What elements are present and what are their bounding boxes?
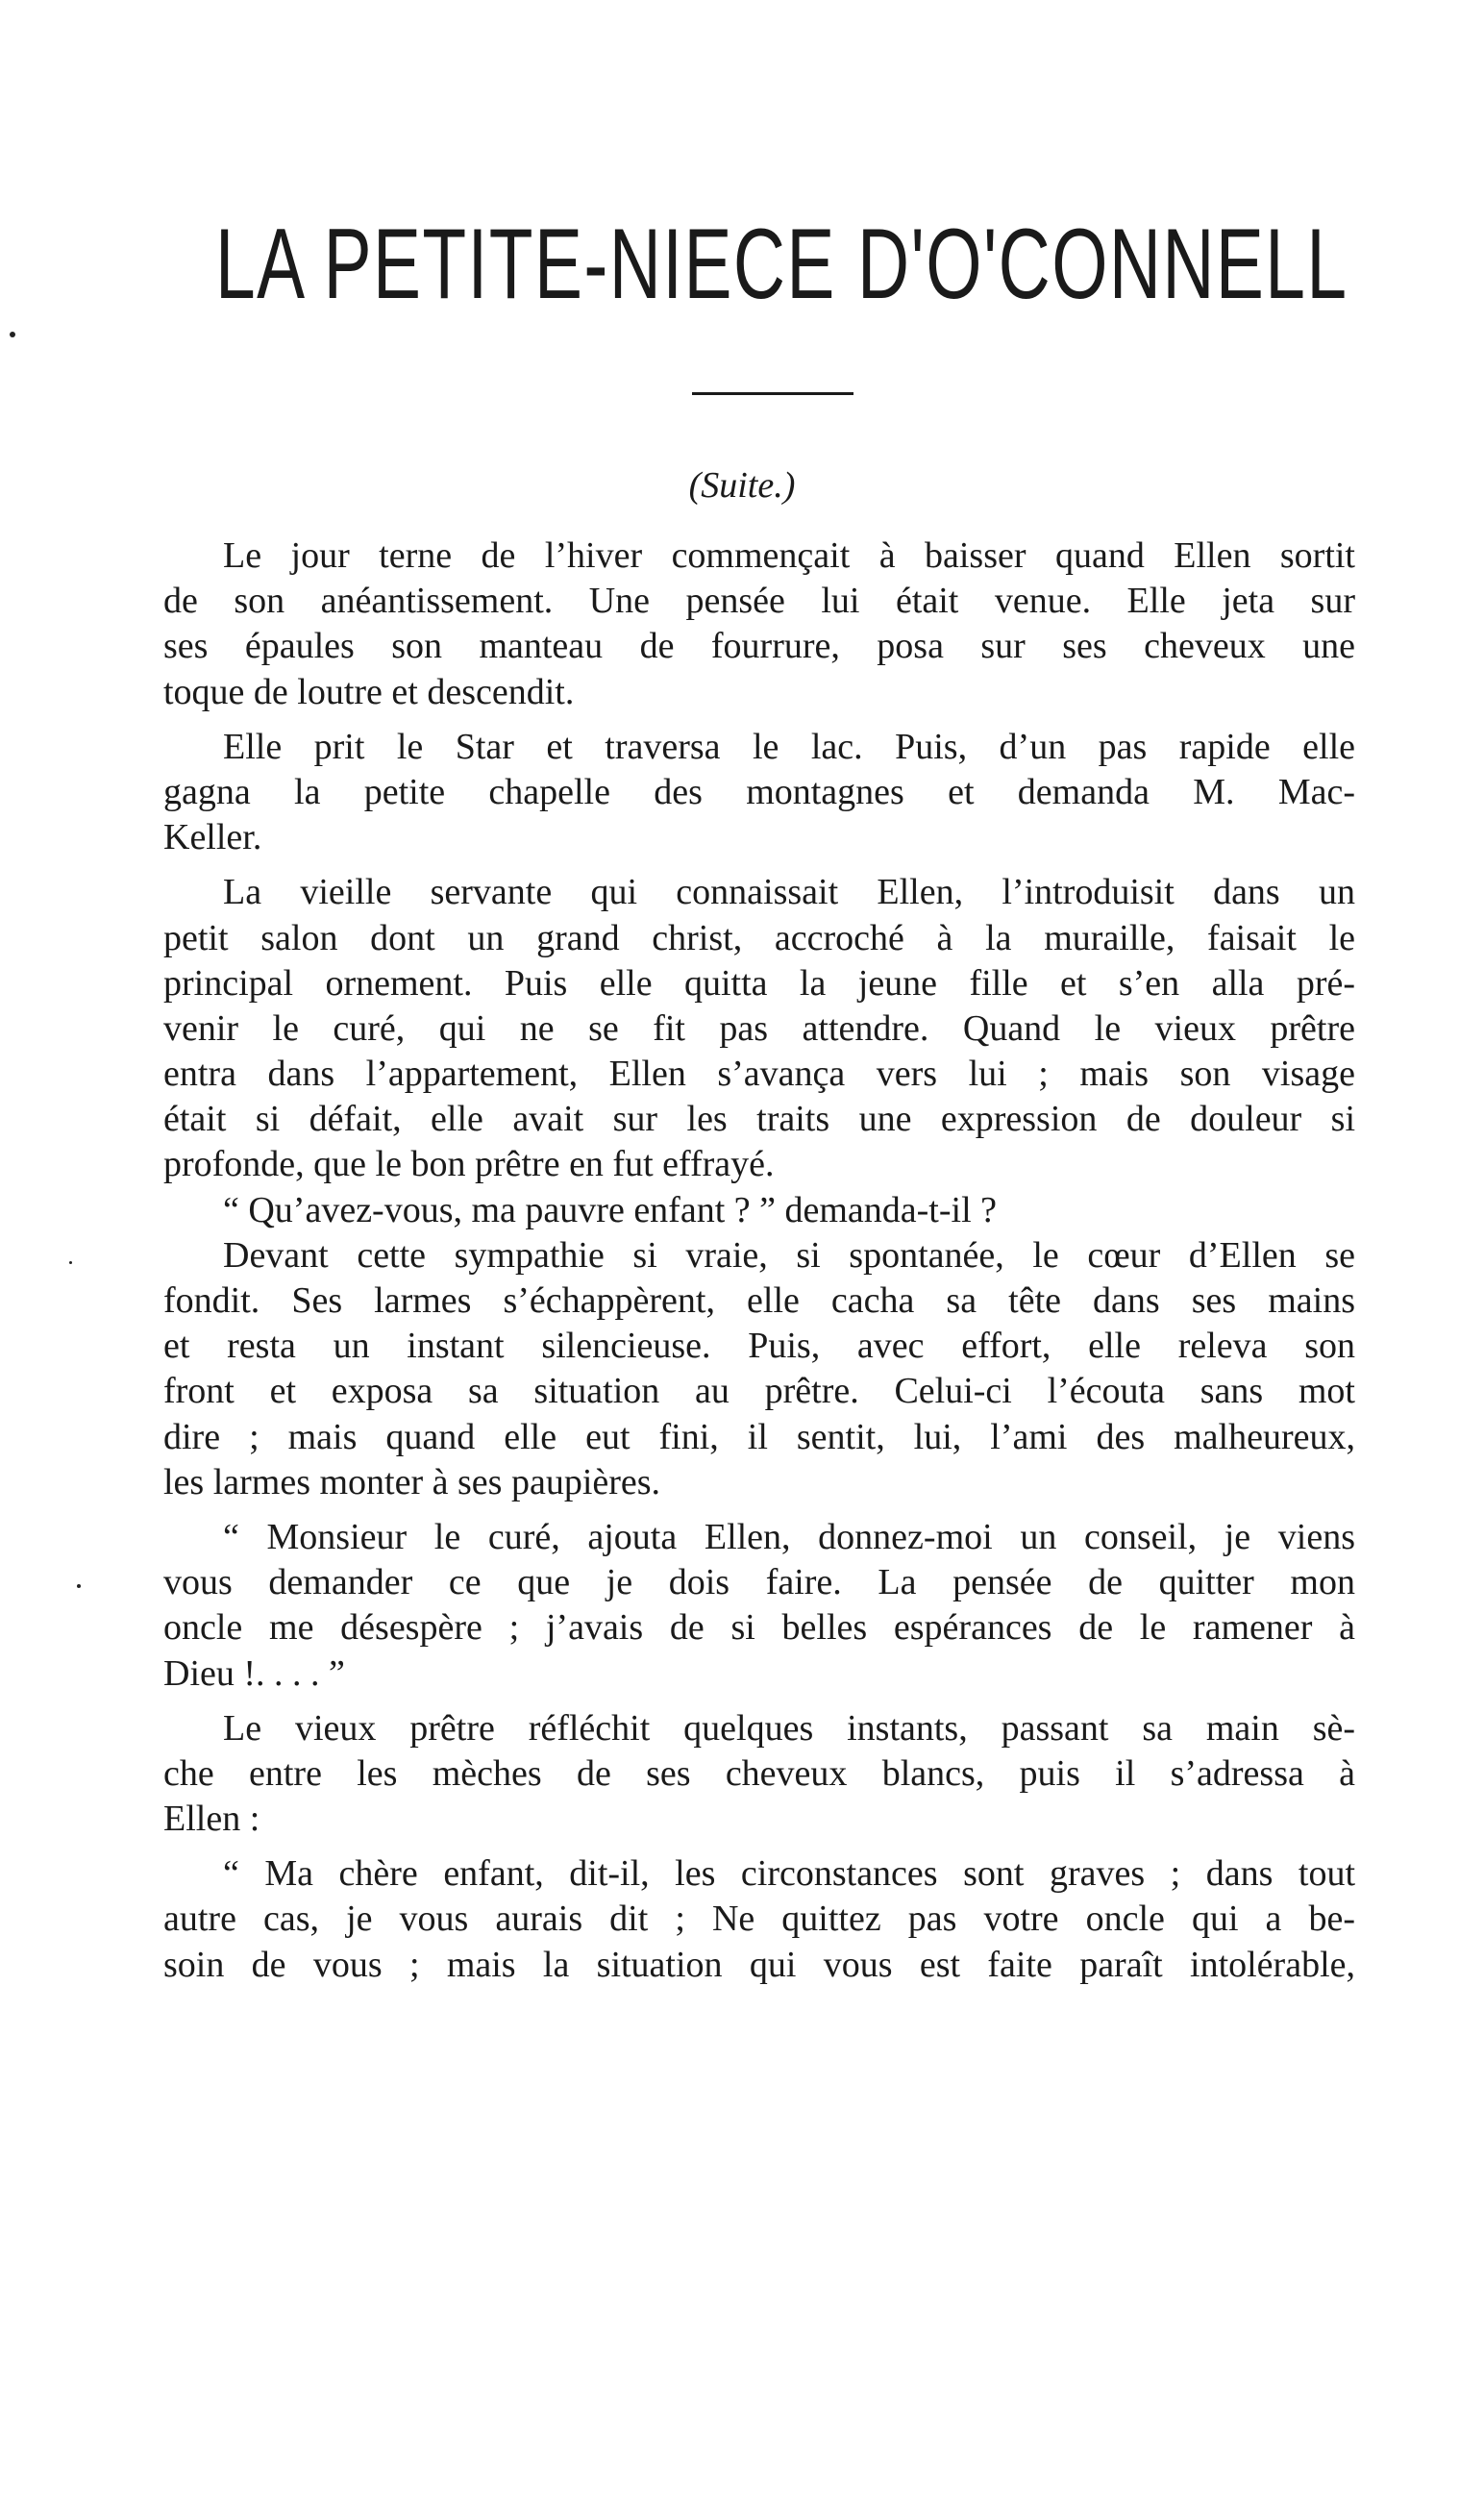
body-text [163,534,1355,1988]
text-line: profonde, que le bon prêtre en fut effrayé. [163,1144,775,1185]
paragraph [163,725,1355,861]
text-line: soin de vous ; mais la situation qui vous est faite paraît intolérable, [163,1944,1355,1985]
text-line: fondit. Ses larmes s’échappèrent, elle cacha sa tête dans ses mains [163,1280,1355,1321]
paragraph [163,870,1355,1187]
text-line: venir le curé, qui ne se fit pas attendre. Quand le vieux prêtre [163,1007,1355,1049]
text-line: était si défait, elle avait sur les traits une expression de douleur si [163,1099,1355,1140]
text-line: La vieille servante qui connaissait Ellen, l’introduisit dans un [223,872,1355,913]
text-line: de son anéantissement. Une pensée lui était venue. Elle jeta sur [163,581,1355,622]
text-line: gagna la petite chapelle des montagnes et demanda M. Mac- [163,771,1355,812]
text-line: vous demander ce que je dois faire. La pensée de quitter mon [163,1562,1355,1603]
paragraph [163,1188,1355,1233]
text-line: Elle prit le Star et traversa le lac. Puis, d’un pas rapide elle [223,726,1355,767]
paragraph [163,1851,1355,1988]
margin-speck [10,332,15,337]
text-line: “ Monsieur le curé, ajouta Ellen, donnez-moi un conseil, je viens [223,1516,1355,1557]
paragraph [163,1515,1355,1697]
margin-speck [77,1584,81,1588]
text-line: Le vieux prêtre réfléchit quelques instants, passant sa main sè- [223,1707,1355,1749]
title-divider [692,392,853,395]
text-line: ses épaules son manteau de fourrure, posa sur ses cheveux une [163,626,1355,667]
text-line: autre cas, je vous aurais dit ; Ne quittez pas votre oncle qui a be- [163,1899,1355,1940]
paragraph [163,534,1355,715]
text-line: Ellen : [163,1799,260,1840]
text-line: principal ornement. Puis elle quitta la jeune fille et s’en alla pré- [163,962,1355,1004]
subtitle: (Suite.) [688,465,796,506]
text-line: “ Ma chère enfant, dit-il, les circonstances sont graves ; dans tout [223,1853,1355,1895]
text-line: che entre les mèches de ses cheveux blancs, puis il s’adressa à [163,1752,1355,1794]
text-line: Keller. [163,817,262,858]
paragraph [163,1706,1355,1843]
text-line: Dieu !. . . . ” [163,1652,345,1694]
margin-speck [69,1261,72,1264]
text-line: les larmes monter à ses paupières. [163,1461,661,1502]
text-line: toque de loutre et descendit. [163,671,575,712]
text-line: entra dans l’appartement, Ellen s’avança vers lui ; mais son visage [163,1054,1355,1095]
text-line: “ Qu’avez-vous, ma pauvre enfant ? ” demanda-t-il ? [223,1189,997,1230]
text-line: oncle me désespère ; j’avais de si belles espérances de le ramener à [163,1607,1355,1649]
page-title: LA PETITE-NIECE D'O'CONNELL [215,209,1348,320]
text-line: petit salon dont un grand christ, accroché à la muraille, faisait le [163,917,1355,958]
text-line: dire ; mais quand elle eut fini, il sentit, lui, l’ami des malheureux, [163,1416,1355,1457]
text-line: Devant cette sympathie si vraie, si spontanée, le cœur d’Ellen se [223,1234,1355,1276]
text-line: et resta un instant silencieuse. Puis, avec effort, elle releva son [163,1326,1355,1367]
text-line: Le jour terne de l’hiver commençait à baisser quand Ellen sortit [223,535,1355,576]
paragraph [163,1233,1355,1505]
text-line: front et exposa sa situation au prêtre. Celui-ci l’écouta sans mot [163,1371,1355,1412]
